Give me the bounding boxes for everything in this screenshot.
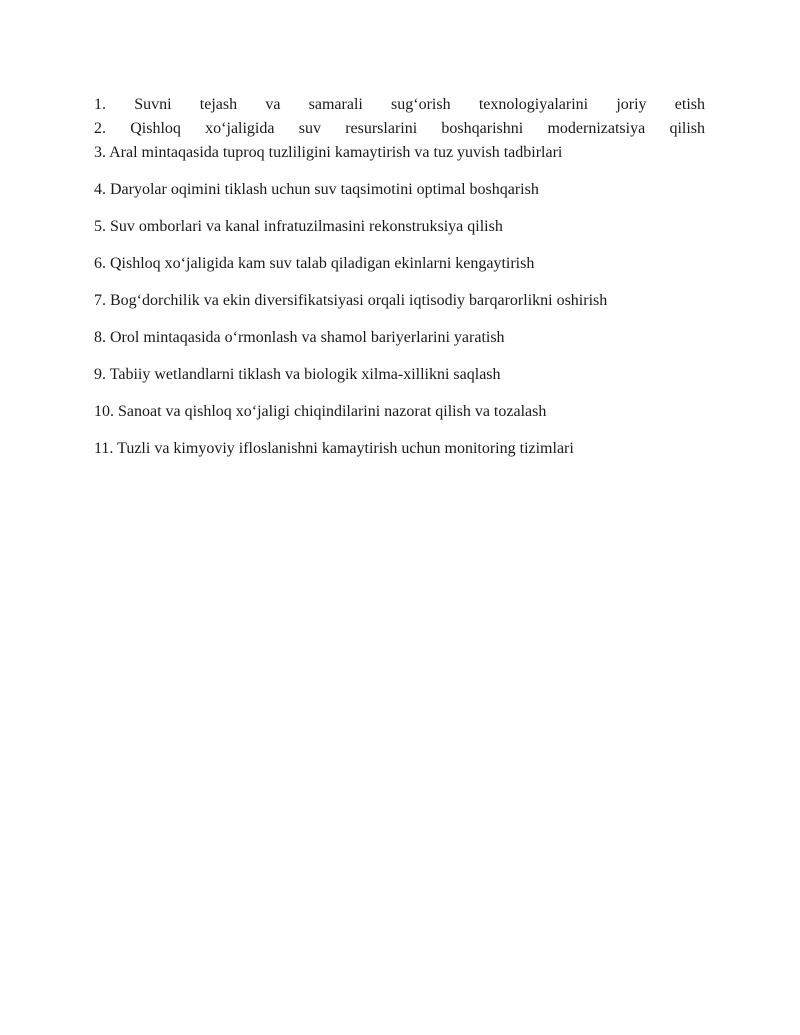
list-item-2: 2. Qishloq xo‘jaligida suv resurslarini boshqarishni modernizatsiya qilish [94,120,705,137]
list-item-10: 10. Sanoat va qishloq xo‘jaligi chiqindilarini nazorat qilish va tozalash [94,403,547,420]
list-item-11: 11. Tuzli va kimyoviy ifloslanishni kamaytirish uchun monitoring tizimlari [94,440,574,457]
list-item-3: 3. Aral mintaqasida tuproq tuzliligini kamaytirish va tuz yuvish tadbirlari [94,144,563,161]
list-item-5: 5. Suv omborlari va kanal infratuzilmasini rekonstruksiya qilish [94,218,503,235]
list-item-1: 1. Suvni tejash va samarali sug‘orish texnologiyalarini joriy etish [94,96,705,113]
list-item-8: 8. Orol mintaqasida o‘rmonlash va shamol bariyerlarini yaratish [94,329,505,346]
list-item-9: 9. Tabiiy wetlandlarni tiklash va biologik xilma-xillikni saqlash [94,366,501,383]
list-item-4: 4. Daryolar oqimini tiklash uchun suv taqsimotini optimal boshqarish [94,181,539,198]
document-body [94,93,705,461]
list-item-6: 6. Qishloq xo‘jaligida kam suv talab qiladigan ekinlarni kengaytirish [94,255,535,272]
list-item-7: 7. Bog‘dorchilik va ekin diversifikatsiyasi orqali iqtisodiy barqarorlikni oshirish [94,292,608,309]
